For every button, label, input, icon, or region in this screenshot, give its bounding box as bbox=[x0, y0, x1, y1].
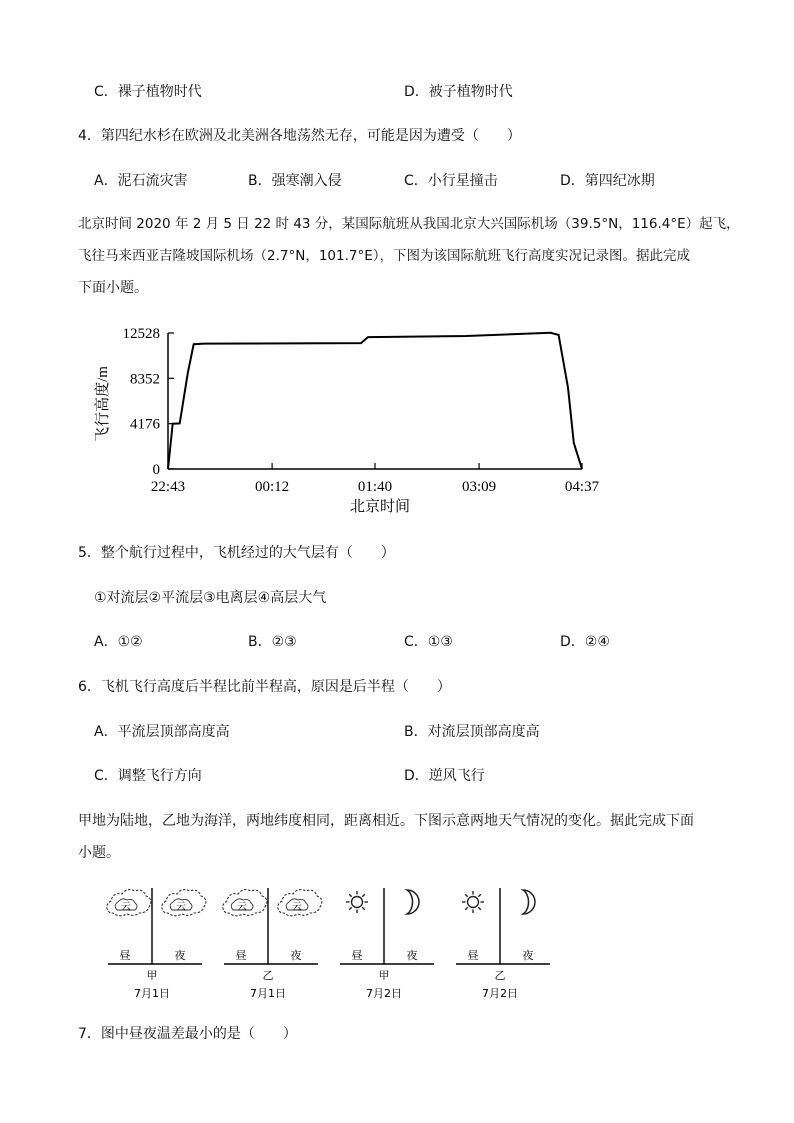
q3-option-d: D．被子植物时代 bbox=[404, 84, 513, 100]
y-tick-label: 8352 bbox=[130, 371, 160, 388]
q4-option-b: B．强寒潮入侵 bbox=[248, 173, 342, 189]
date-label: 7月2日 bbox=[366, 987, 402, 1000]
q7-stem: 7．图中昼夜温差最小的是（ ） bbox=[78, 1026, 297, 1042]
weather-panel bbox=[107, 888, 206, 1000]
cloud-icon bbox=[223, 890, 267, 916]
day-label: 昼 bbox=[235, 949, 247, 962]
y-tick-label: 0 bbox=[152, 462, 160, 478]
cloud-label: 云 bbox=[237, 902, 247, 913]
passage1-line3: 下面小题。 bbox=[78, 280, 148, 296]
day-label: 昼 bbox=[467, 949, 479, 962]
q4-option-d: D．第四纪冰期 bbox=[560, 173, 655, 189]
place-label: 甲 bbox=[146, 969, 158, 982]
x-tick-label: 04:37 bbox=[564, 479, 600, 495]
cloud-label: 云 bbox=[176, 902, 186, 913]
place-label: 甲 bbox=[378, 969, 390, 982]
weather-panel bbox=[456, 888, 550, 1000]
altitude-series-line bbox=[168, 333, 582, 469]
q5-option-b: B．②③ bbox=[248, 634, 297, 650]
q4-option-a: A．泥石流灾害 bbox=[94, 173, 188, 189]
q5-option-d: D．②④ bbox=[560, 634, 610, 650]
day-label: 昼 bbox=[119, 949, 131, 962]
cloud-icon bbox=[278, 890, 322, 916]
place-label: 乙 bbox=[262, 969, 274, 982]
passage2-line2: 小题。 bbox=[78, 845, 120, 861]
y-tick-label: 4176 bbox=[130, 416, 160, 433]
x-tick-label: 01:40 bbox=[357, 479, 393, 495]
q4-option-c: C．小行星撞击 bbox=[404, 173, 498, 189]
q6-option-a: A．平流层顶部高度高 bbox=[94, 724, 230, 740]
q4-stem: 4．第四纪水杉在欧洲及北美洲各地荡然无存，可能是因为遭受（ ） bbox=[78, 128, 521, 144]
weather-diagram bbox=[100, 880, 550, 1010]
day-label: 昼 bbox=[351, 949, 363, 962]
q6-option-d: D．逆风飞行 bbox=[404, 768, 485, 784]
night-label: 夜 bbox=[174, 949, 186, 962]
moon-icon bbox=[523, 890, 535, 914]
q5-option-c: C．①③ bbox=[404, 634, 453, 650]
q6-option-b: B．对流层顶部高度高 bbox=[404, 724, 540, 740]
cloud-icon bbox=[107, 890, 151, 916]
passage2-line1: 甲地为陆地，乙地为海洋，两地纬度相同，距离相近。下图示意两地天气情况的变化。据此完成下面 bbox=[78, 813, 694, 829]
sun-icon bbox=[346, 891, 368, 913]
night-label: 夜 bbox=[522, 949, 534, 962]
cloud-icon bbox=[162, 890, 206, 916]
x-axis-label: 北京时间 bbox=[349, 499, 411, 515]
x-tick-label: 22:43 bbox=[150, 479, 186, 495]
passage1-line2: 飞往马来西亚吉隆坡国际机场（2.7°N，101.7°E），下图为该国际航班飞行高度实况记录图。据此完成 bbox=[78, 248, 690, 264]
night-label: 夜 bbox=[406, 949, 418, 962]
moon-icon bbox=[407, 890, 419, 914]
q5-list: ①对流层②平流层③电离层④高层大气 bbox=[94, 590, 327, 606]
cloud-label: 云 bbox=[121, 902, 131, 913]
date-label: 7月2日 bbox=[482, 987, 518, 1000]
q6-stem: 6．飞机飞行高度后半程比前半程高，原因是后半程（ ） bbox=[78, 679, 451, 695]
night-label: 夜 bbox=[290, 949, 302, 962]
q5-stem: 5．整个航行过程中，飞机经过的大气层有（ ） bbox=[78, 545, 395, 561]
weather-panel bbox=[223, 888, 322, 1000]
date-label: 7月1日 bbox=[134, 987, 170, 1000]
x-tick-label: 00:12 bbox=[254, 479, 290, 495]
date-label: 7月1日 bbox=[250, 987, 286, 1000]
flight-altitude-chart bbox=[90, 318, 600, 523]
place-label: 乙 bbox=[494, 969, 506, 982]
y-axis-label: 飞行高度/m bbox=[95, 366, 111, 442]
weather-panel bbox=[340, 888, 434, 1000]
cloud-label: 云 bbox=[292, 902, 302, 913]
sun-icon bbox=[462, 891, 484, 913]
q5-option-a: A．①② bbox=[94, 634, 143, 650]
passage1-line1: 北京时间 2020 年 2 月 5 日 22 时 43 分，某国际航班从我国北京大兴国际机场（39.5°N，116.4°E）起飞， bbox=[78, 216, 740, 232]
y-tick-label: 12528 bbox=[122, 326, 160, 342]
x-tick-label: 03:09 bbox=[461, 479, 497, 495]
q6-option-c: C．调整飞行方向 bbox=[94, 768, 202, 784]
q3-option-c: C．裸子植物时代 bbox=[94, 84, 202, 100]
